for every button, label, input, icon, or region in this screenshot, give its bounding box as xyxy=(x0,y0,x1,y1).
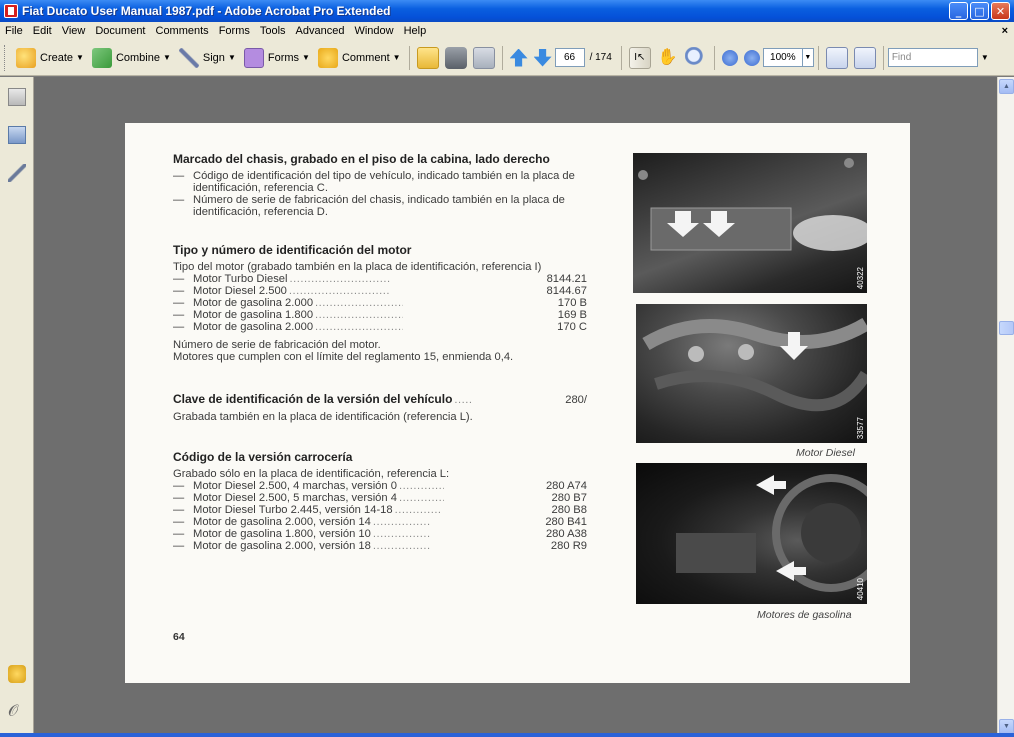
spec-row: — Motor Turbo Diesel ..... 8144.21 xyxy=(173,273,587,285)
menu-document[interactable]: Document xyxy=(95,25,146,37)
menu-bar xyxy=(0,22,1014,40)
spec-row: — Motor de gasolina 2.000 ..... 170 C xyxy=(173,321,587,333)
section-heading-version: Clave de identificación de la versión del vehículo xyxy=(173,392,453,406)
petrol-engine-photo xyxy=(636,463,867,604)
toolbar xyxy=(0,40,1014,76)
spec-row: — Motor de gasolina 2.000 ..... 170 B xyxy=(173,297,587,309)
diesel-engine-photo xyxy=(636,304,867,443)
scroll-thumb[interactable] xyxy=(999,321,1014,335)
forms-button[interactable] xyxy=(240,45,314,71)
section-intro: Tipo del motor (grabado también en la placa de identificación, referencia I) xyxy=(173,261,542,273)
hand-tool-icon[interactable]: ✋ xyxy=(657,48,678,66)
scroll-up-icon[interactable]: ▲ xyxy=(999,79,1014,94)
vertical-scrollbar[interactable] xyxy=(997,77,1014,737)
fit-page-icon[interactable] xyxy=(826,47,848,69)
petrol-engine-photo-detail xyxy=(636,463,867,604)
print-icon[interactable] xyxy=(445,47,467,69)
comment-label: Comment xyxy=(341,51,390,64)
toolbar-grip[interactable] xyxy=(4,45,7,71)
version-key-value: 280/ xyxy=(565,394,588,406)
navigation-pane xyxy=(0,77,34,737)
photo-code: 40410 xyxy=(856,577,865,600)
menu-advanced[interactable]: Advanced xyxy=(295,25,345,37)
chassis-photo xyxy=(633,153,867,293)
section-heading-chassis: Marcado del chasis, grabado en el piso de la cabina, lado derecho xyxy=(173,152,550,166)
menu-comments[interactable]: Comments xyxy=(155,25,209,37)
minimize-button[interactable]: _ xyxy=(949,2,968,20)
pen-icon xyxy=(179,48,199,68)
chevron-down-icon: ▼ xyxy=(162,53,171,62)
zoom-out-icon[interactable] xyxy=(722,50,738,66)
create-button[interactable] xyxy=(12,45,88,71)
toolbar-separator xyxy=(502,46,503,70)
combine-label: Combine xyxy=(115,51,160,64)
photo-code: 33577 xyxy=(856,416,865,439)
spec-row: — Motor de gasolina 1.800, versión 10 ..... 280 A38 xyxy=(173,528,587,540)
chassis-photo-detail xyxy=(633,153,867,293)
combine-icon xyxy=(92,48,112,68)
close-button[interactable]: ✕ xyxy=(991,2,1010,20)
menu-view[interactable]: View xyxy=(61,25,86,37)
find-dropdown-icon[interactable]: ▼ xyxy=(980,53,989,62)
toolbar-separator xyxy=(409,46,410,70)
comment-icon xyxy=(318,48,338,68)
chevron-down-icon: ▼ xyxy=(392,53,401,62)
spec-row: — Motor de gasolina 2.000, versión 14 ..... 280 B41 xyxy=(173,516,587,528)
spec-row: — Motor Diesel 2.500 ..... 8144.67 xyxy=(173,285,587,297)
fit-width-icon[interactable] xyxy=(854,47,876,69)
toolbar-separator xyxy=(714,46,715,70)
save-icon[interactable] xyxy=(473,47,495,69)
spec-row: — Motor de gasolina 2.000, versión 18 ..... 280 R9 xyxy=(173,540,587,552)
section-heading-body: Código de la versión carrocería xyxy=(173,450,353,464)
spec-row: — Motor Diesel 2.500, 4 marchas, versión 0 ..... 280 A74 xyxy=(173,480,587,492)
combine-button[interactable] xyxy=(88,45,175,71)
section-intro: Grabado sólo en la placa de identificación, referencia L: xyxy=(173,468,450,480)
comments-panel-icon[interactable] xyxy=(8,665,26,683)
list-item: — Código de identificación del tipo de vehículo, indicado también en la placa de identificación, referencia C. xyxy=(173,170,575,194)
taskbar-edge xyxy=(0,733,1014,737)
menu-edit[interactable]: Edit xyxy=(32,25,52,37)
maximize-button[interactable]: □ xyxy=(970,2,989,20)
pdf-page xyxy=(125,123,910,683)
create-label: Create xyxy=(40,51,74,64)
next-page-icon[interactable] xyxy=(534,49,552,67)
find-input[interactable]: Find xyxy=(888,48,978,67)
page-number: 64 xyxy=(173,631,185,643)
section-version-key xyxy=(173,393,587,423)
section-body-version xyxy=(173,451,587,552)
zoom-level-input[interactable]: 100% xyxy=(763,48,803,67)
bookmarks-icon[interactable] xyxy=(8,126,26,144)
chevron-down-icon: ▼ xyxy=(227,53,236,62)
engine-note: Número de serie de fabricación del motor. xyxy=(173,339,381,351)
menu-forms[interactable]: Forms xyxy=(218,25,250,37)
version-key-row xyxy=(173,393,587,406)
spec-row: — Motor Diesel 2.500, 5 marchas, versión 4 ..... 280 B7 xyxy=(173,492,587,504)
photo-caption: Motores de gasolina xyxy=(757,609,852,621)
create-icon xyxy=(16,48,36,68)
forms-label: Forms xyxy=(267,51,300,64)
zoom-in-icon[interactable] xyxy=(744,50,760,66)
photo-code: 40322 xyxy=(856,266,865,289)
toolbar-separator xyxy=(818,46,819,70)
pages-icon[interactable] xyxy=(8,88,26,106)
document-close-button[interactable]: × xyxy=(1001,25,1008,37)
menu-help[interactable]: Help xyxy=(403,25,427,37)
comment-button[interactable] xyxy=(314,45,405,71)
photo-caption: Motor Diesel xyxy=(796,447,855,459)
scroll-down-icon[interactable]: ▼ xyxy=(999,719,1014,734)
section-heading-engine: Tipo y número de identificación del motor xyxy=(173,243,412,257)
zoom-dropdown-icon[interactable]: ▼ xyxy=(803,48,814,67)
open-folder-icon[interactable] xyxy=(417,47,439,69)
spec-row: — Motor de gasolina 1.800 ..... 169 B xyxy=(173,309,587,321)
menu-tools[interactable]: Tools xyxy=(259,25,286,37)
page-total-label: / 174 xyxy=(589,52,612,63)
chevron-down-icon: ▼ xyxy=(76,53,84,62)
version-key-note: Grabada también en la placa de identificación (referencia L). xyxy=(173,411,473,423)
page-text-column xyxy=(173,153,587,552)
zoom-tool-icon[interactable] xyxy=(685,47,707,69)
menu-window[interactable]: Window xyxy=(354,25,394,37)
menu-file[interactable]: File xyxy=(5,25,23,37)
sign-label: Sign xyxy=(202,51,225,64)
window-title: Fiat Ducato User Manual 1987.pdf - Adobe Acrobat Pro Extended xyxy=(22,4,391,18)
attachments-icon[interactable]: 𝒪 xyxy=(8,703,19,720)
list-item: — Número de serie de fabricación del chasis, indicado también en la placa de identificación, referencia D. xyxy=(173,194,565,218)
acrobat-app-icon xyxy=(4,4,18,18)
select-tool-icon[interactable]: I↖ xyxy=(629,47,651,69)
toolbar-separator xyxy=(621,46,622,70)
form-icon xyxy=(244,48,264,68)
toolbar-separator xyxy=(883,46,884,70)
engine-note: Motores que cumplen con el límite del reglamento 15, enmienda 0,4. xyxy=(173,351,514,363)
section-engine-id xyxy=(173,244,587,363)
diesel-engine-photo-detail xyxy=(636,304,867,443)
sign-button[interactable] xyxy=(175,45,240,71)
previous-page-icon[interactable] xyxy=(510,49,528,67)
spec-row: — Motor Diesel Turbo 2.445, versión 14-18 ..... 280 B8 xyxy=(173,504,587,516)
page-number-input[interactable]: 66 xyxy=(555,48,585,67)
chevron-down-icon: ▼ xyxy=(302,53,310,62)
window-title-bar xyxy=(0,0,1014,22)
signatures-icon[interactable] xyxy=(8,164,26,182)
